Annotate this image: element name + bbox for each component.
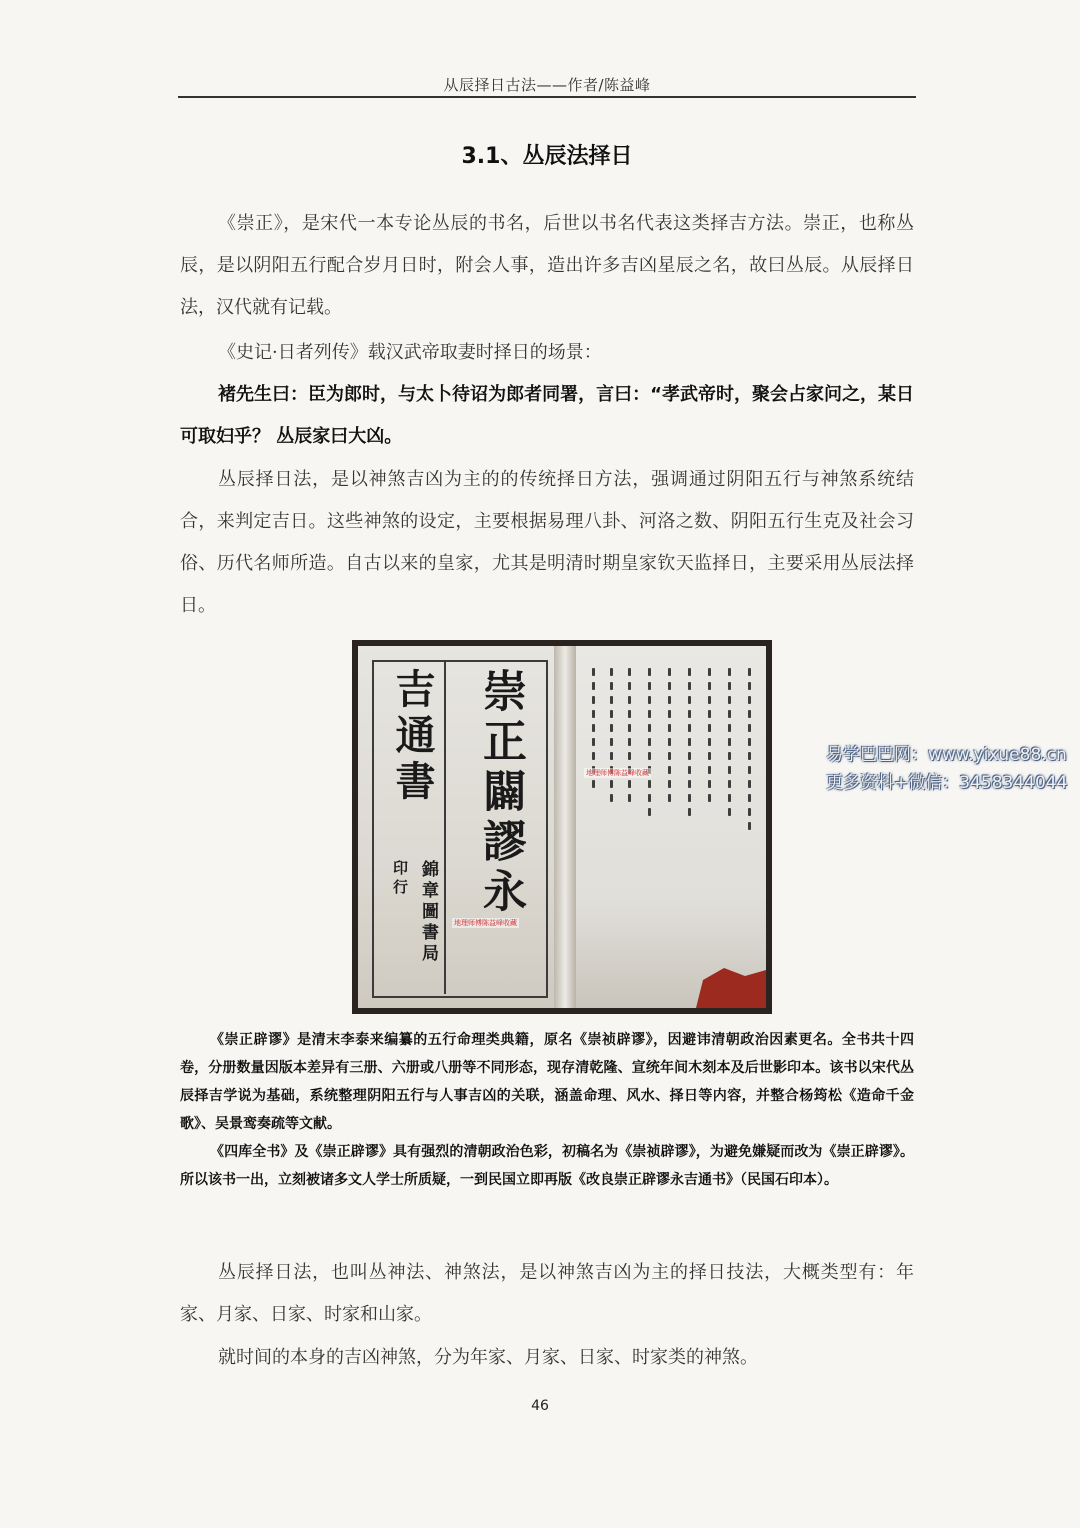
cover-publisher: 錦章圖書局	[418, 860, 438, 965]
paragraph-shiji: 《史记·日者列传》载汉武帝取妻时择日的场景：	[218, 342, 602, 363]
collection-stamp: 地理师傅陈益峰收藏	[586, 769, 649, 777]
figure-caption-2: 《四库全书》及《崇正辟谬》具有强烈的清朝政治色彩，初稿名为《崇祯辟谬》，为避免嫌疑而改为《崇正辟谬》。所以该书一出，立刻被诸多文人学士所质疑，一到民国立即再版《改良崇正辟谬永吉通书》（民国石印本）。	[180, 1144, 914, 1188]
header-rule	[178, 96, 916, 98]
collection-stamp: 地理师傅陈益峰收藏	[454, 919, 517, 927]
handwritten-page	[576, 646, 766, 1008]
paragraph-types: 丛辰择日法，也叫丛神法、神煞法，是以神煞吉凶为主的择日技法，大概类型有：年家、月家、日家、时家和山家。	[180, 1262, 914, 1325]
book-cover	[358, 646, 554, 1008]
paragraph-time: 就时间的本身的吉凶神煞，分为年家、月家、日家、时家类的神煞。	[218, 1347, 758, 1368]
book-spine	[554, 646, 576, 1008]
cover-print-label: 印行	[391, 860, 409, 898]
paragraph-intro: 《崇正》，是宋代一本专论丛辰的书名，后世以书名代表这类择吉方法。崇正，也称丛辰，是以阴阳五行配合岁月日时，附会人事，造出许多吉凶星辰之名，故曰丛辰。从辰择日法，汉代就有记载。	[180, 213, 914, 318]
figure-caption-1: 《崇正辟谬》是清末李泰来编纂的五行命理类典籍，原名《崇祯辟谬》，因避讳清朝政治因素更名。全书共十四卷，分册数量因版本差异有三册、六册或八册等不同形态，现存清乾隆、宣统年间木刻本及后世影印本。该书以宋代丛辰择吉学说为基础，系统整理阴阳五行与人事吉凶的关联，涵盖命理、风水、择日等内容，并整合杨筠松《造命千金歌》、吴景鸾奏疏等文献。	[180, 1032, 914, 1132]
paragraph-method: 丛辰择日法，是以神煞吉凶为主的的传统择日方法，强调通过阴阳五行与神煞系统结合，来判定吉日。这些神煞的设定，主要根据易理八卦、河洛之数、阴阳五行生克及社会习俗、历代名师所造。自古以来的皇家，尤其是明清时期皇家钦天监择日，主要采用丛辰法择日。	[180, 469, 914, 616]
book-photo	[352, 640, 772, 1014]
cover-subtitle-column: 吉通書	[389, 668, 436, 806]
paragraph-quote: 褚先生曰：臣为郎时，与太卜待诏为郎者同署，言曰：“孝武帝时，聚会占家问之，某日可取妇乎？ 丛辰家曰大凶。	[180, 384, 914, 447]
section-title: 3.1、丛辰法择日	[461, 144, 633, 169]
contact-watermark: 更多资料+微信：3458344044	[826, 773, 1068, 793]
site-watermark: 易学巴巴网：www.yixue88.cn	[826, 745, 1067, 765]
page-number: 46	[531, 1398, 549, 1414]
running-header: 从辰择日古法——作者/陈益峰	[443, 76, 651, 94]
cover-title-column: 崇正闢謬永	[475, 668, 526, 918]
